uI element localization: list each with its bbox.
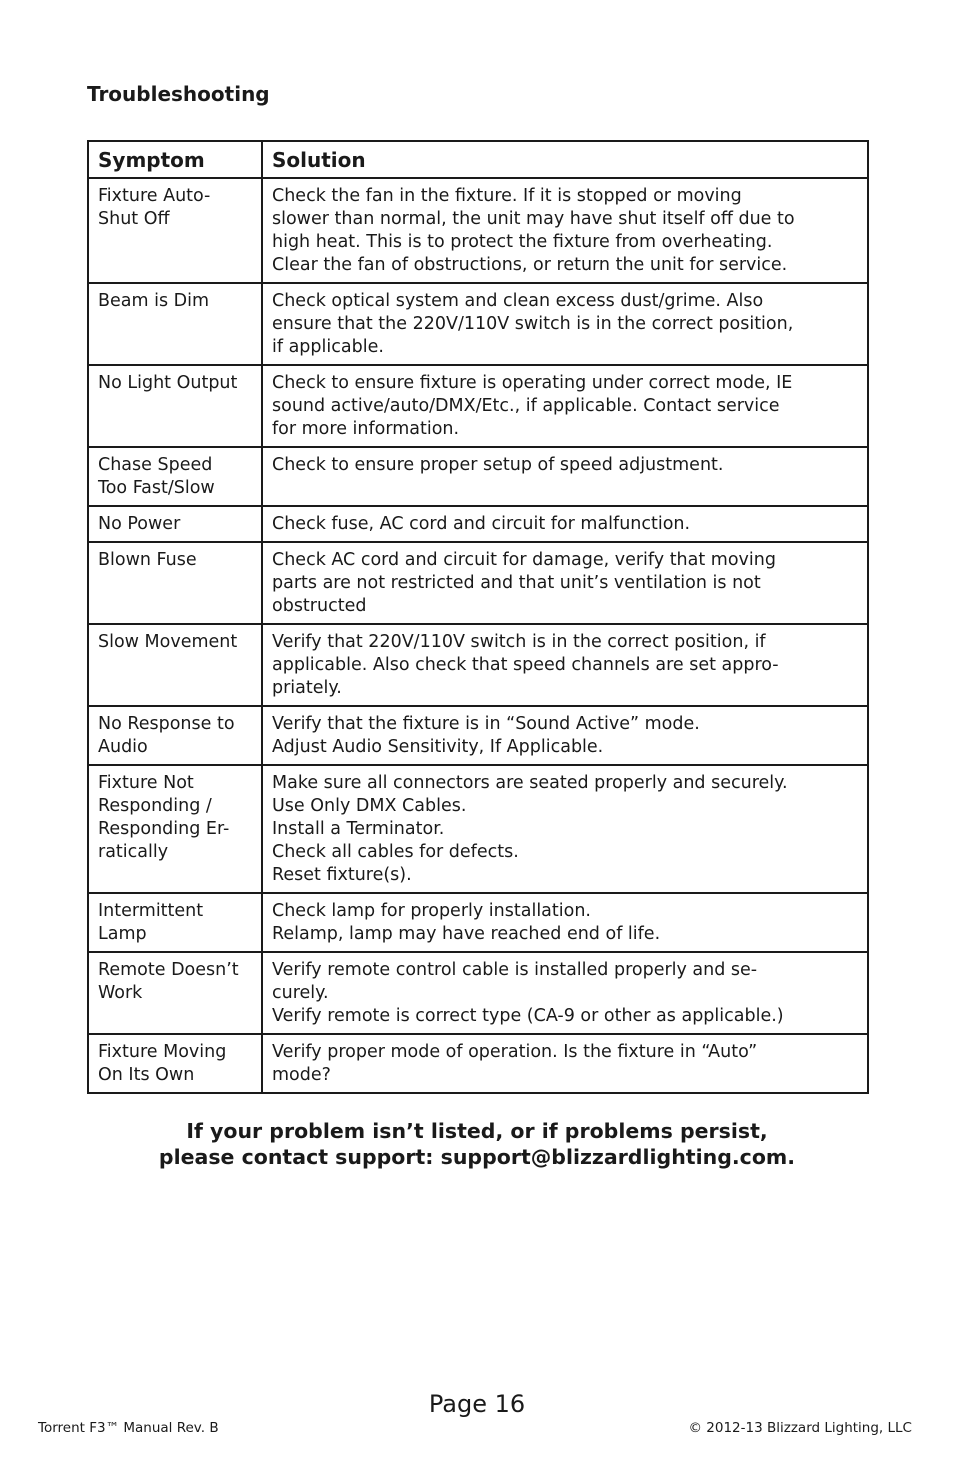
symptom-cell (88, 506, 262, 542)
symptom-cell-line: Audio (98, 737, 148, 757)
solution-cell (262, 178, 868, 283)
solution-cell (262, 542, 868, 624)
table-row (88, 706, 868, 765)
symptom-cell-line: Slow Movement (98, 632, 238, 652)
symptom-cell-line: Fixture Not (98, 773, 194, 793)
table-row (88, 178, 868, 283)
solution-cell-line: Make sure all connectors are seated properly and securely. (272, 773, 788, 793)
symptom-cell-line: Intermittent (98, 901, 204, 921)
solution-cell (262, 624, 868, 706)
table-row (88, 542, 868, 624)
support-notice-line-2: please contact support: support@blizzardlighting.com. (158, 1145, 796, 1169)
solution-cell-line: mode? (272, 1065, 331, 1085)
solution-cell-line: parts are not restricted and that unit’s ventilation is not (272, 573, 761, 593)
solution-cell-line: obstructed (272, 596, 367, 616)
symptom-cell-line: Chase Speed (98, 455, 213, 475)
solution-cell-line: Check AC cord and circuit for damage, verify that moving (272, 550, 776, 570)
solution-cell-line: Clear the fan of obstructions, or return the unit for service. (272, 255, 788, 275)
symptom-header: Symptom (88, 141, 262, 178)
footer-manual-title: Torrent F3™ Manual Rev. B (38, 1420, 219, 1436)
solution-cell-line: slower than normal, the unit may have shut itself off due to (272, 209, 795, 229)
symptom-cell (88, 624, 262, 706)
section-title: Troubleshooting (87, 82, 270, 106)
symptom-cell-line: Beam is Dim (98, 291, 210, 311)
symptom-cell (88, 365, 262, 447)
solution-cell-line: Install a Terminator. (272, 819, 445, 839)
solution-cell-line: Verify proper mode of operation. Is the fixture in “Auto” (272, 1042, 758, 1062)
symptom-cell (88, 893, 262, 952)
table-row (88, 283, 868, 365)
symptom-cell-line: Responding Er- (98, 819, 230, 839)
symptom-cell (88, 952, 262, 1034)
solution-cell-line: Adjust Audio Sensitivity, If Applicable. (272, 737, 604, 757)
table-row (88, 1034, 868, 1093)
symptom-cell-line: Fixture Auto- (98, 186, 211, 206)
solution-cell-line: Reset fixture(s). (272, 865, 412, 885)
support-notice-line-1: If your problem isn’t listed, or if problems persist, (186, 1119, 768, 1143)
table-row (88, 447, 868, 506)
solution-cell (262, 447, 868, 506)
symptom-cell (88, 765, 262, 893)
footer-copyright: © 2012-13 Blizzard Lighting, LLC (688, 1420, 912, 1436)
solution-cell (262, 506, 868, 542)
solution-cell (262, 706, 868, 765)
symptom-cell-line: Blown Fuse (98, 550, 197, 570)
solution-cell-line: Verify remote is correct type (CA-9 or other as applicable.) (272, 1006, 784, 1026)
symptom-cell (88, 1034, 262, 1093)
table-row (88, 365, 868, 447)
table-row (88, 765, 868, 893)
solution-cell-line: Check all cables for defects. (272, 842, 519, 862)
solution-cell-line: Verify that 220V/110V switch is in the correct position, if (272, 632, 766, 652)
solution-cell-line: Check lamp for properly installation. (272, 901, 591, 921)
symptom-cell-line: Too Fast/Slow (98, 478, 215, 498)
support-notice (0, 1118, 954, 1170)
symptom-cell-line: No Light Output (98, 373, 238, 393)
solution-cell-line: priately. (272, 678, 342, 698)
table-row (88, 952, 868, 1034)
solution-cell-line: if applicable. (272, 337, 384, 357)
table-row (88, 506, 868, 542)
symptom-cell (88, 706, 262, 765)
solution-cell-line: Verify that the fixture is in “Sound Active” mode. (272, 714, 700, 734)
symptom-cell-line: Shut Off (98, 209, 170, 229)
symptom-cell-line: Remote Doesn’t (98, 960, 239, 980)
solution-cell (262, 1034, 868, 1093)
page-number: Page 16 (428, 1390, 526, 1418)
symptom-cell (88, 447, 262, 506)
solution-cell (262, 893, 868, 952)
symptom-cell-line: Fixture Moving (98, 1042, 227, 1062)
symptom-cell-line: ratically (98, 842, 169, 862)
solution-cell-line: curely. (272, 983, 329, 1003)
solution-header: Solution (262, 141, 868, 178)
solution-cell-line: high heat. This is to protect the fixture from overheating. (272, 232, 773, 252)
solution-cell-line: Check fuse, AC cord and circuit for malfunction. (272, 514, 691, 534)
table-row (88, 893, 868, 952)
solution-cell (262, 283, 868, 365)
symptom-cell (88, 542, 262, 624)
table-header-row (88, 141, 868, 178)
symptom-cell-line: Responding / (98, 796, 212, 816)
symptom-cell-line: No Response to (98, 714, 235, 734)
solution-cell-line: Check optical system and clean excess dust/grime. Also (272, 291, 764, 311)
solution-cell-line: applicable. Also check that speed channels are set appro- (272, 655, 779, 675)
table-body (88, 178, 868, 1093)
symptom-cell-line: No Power (98, 514, 181, 534)
symptom-cell (88, 178, 262, 283)
solution-cell-line: Verify remote control cable is installed properly and se- (272, 960, 758, 980)
troubleshooting-table (87, 140, 869, 1094)
symptom-cell-line: Lamp (98, 924, 147, 944)
solution-cell-line: Use Only DMX Cables. (272, 796, 467, 816)
solution-cell (262, 952, 868, 1034)
solution-cell-line: sound active/auto/DMX/Etc., if applicable. Contact service (272, 396, 780, 416)
solution-cell-line: ensure that the 220V/110V switch is in the correct position, (272, 314, 794, 334)
table-row (88, 624, 868, 706)
symptom-cell-line: On Its Own (98, 1065, 195, 1085)
solution-cell-line: Relamp, lamp may have reached end of life. (272, 924, 661, 944)
symptom-cell-line: Work (98, 983, 143, 1003)
solution-cell-line: Check to ensure fixture is operating under correct mode, IE (272, 373, 793, 393)
solution-cell-line: Check to ensure proper setup of speed adjustment. (272, 455, 724, 475)
solution-cell-line: for more information. (272, 419, 460, 439)
solution-cell-line: Check the fan in the fixture. If it is stopped or moving (272, 186, 742, 206)
solution-cell (262, 765, 868, 893)
symptom-cell (88, 283, 262, 365)
solution-cell (262, 365, 868, 447)
